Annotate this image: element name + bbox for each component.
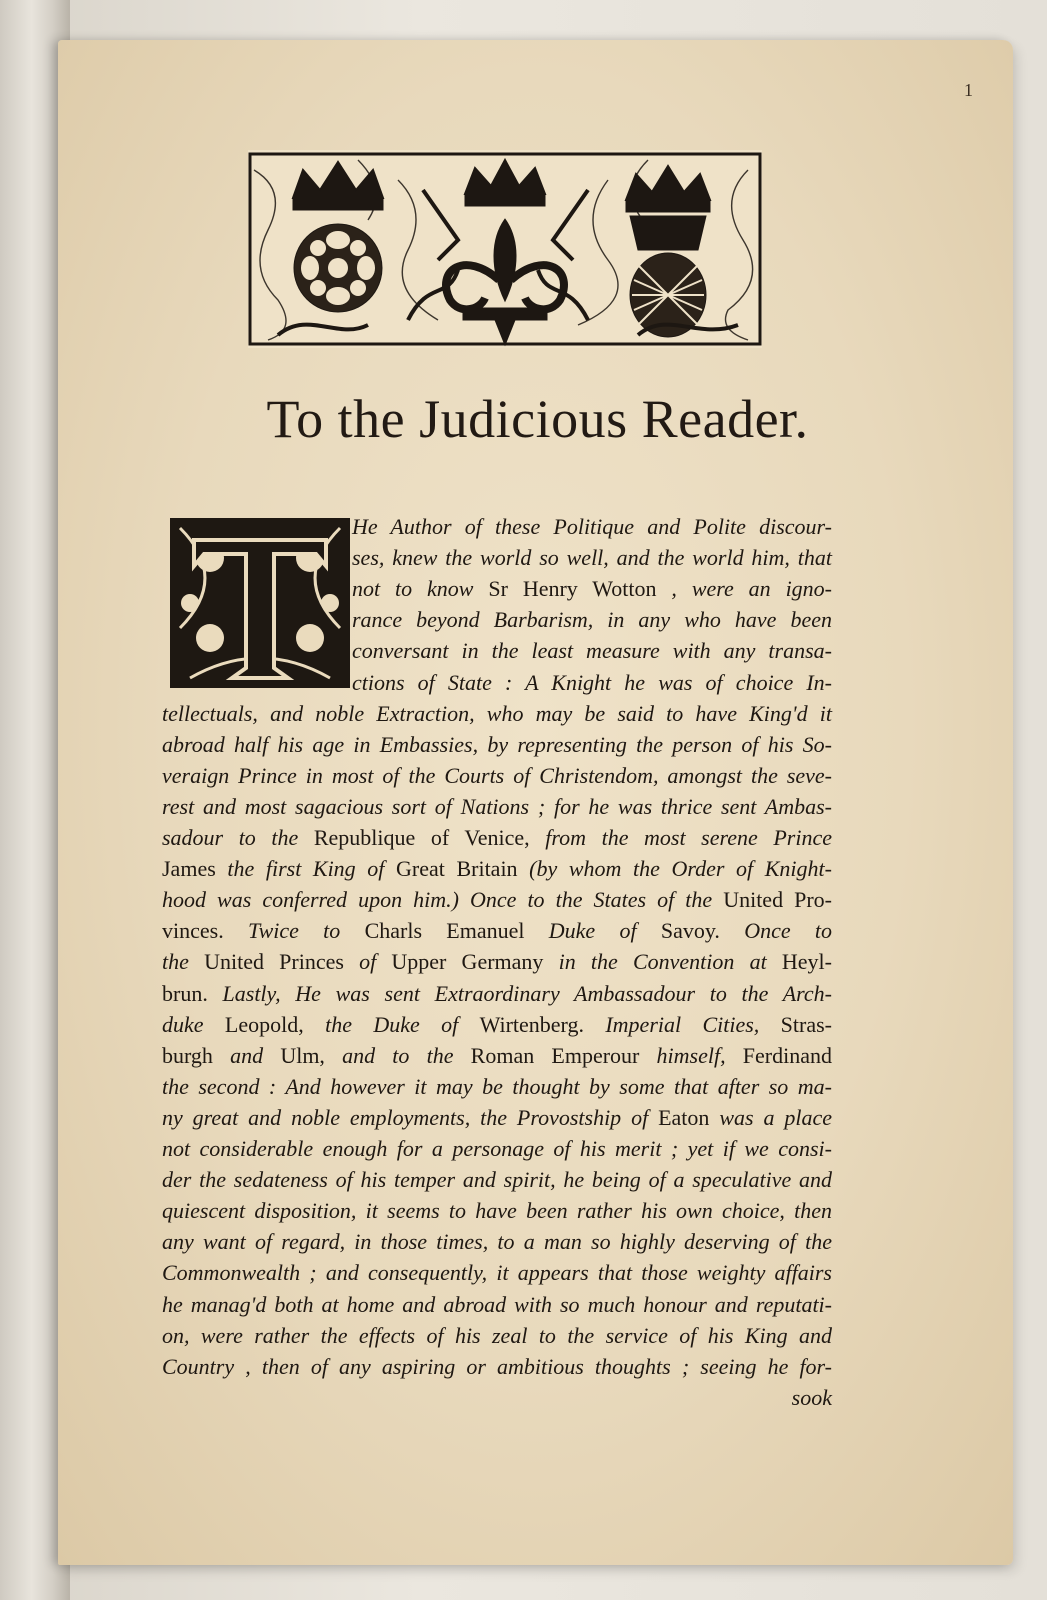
text-line <box>162 1134 832 1164</box>
text-run: Country , then of any aspiring or ambitious thoughts ; seeing he for- <box>162 1353 832 1379</box>
text-run: Charls Emanuel <box>364 918 525 944</box>
text-line <box>162 1383 832 1413</box>
text-run: brun. <box>162 980 208 1006</box>
text-run: rest and most sagacious sort of Nations ; for he was thrice sent Ambas- <box>162 793 832 819</box>
text-line <box>162 1352 832 1382</box>
text-run: not to know <box>352 576 489 602</box>
text-line <box>162 761 832 791</box>
text-run: Savoy. <box>660 918 720 944</box>
text-line <box>162 1290 832 1320</box>
text-run: the <box>162 949 205 975</box>
text-run: rance beyond Barbarism, in any who have been <box>352 607 832 633</box>
text-run: Great Britain <box>396 856 518 882</box>
text-line <box>162 854 832 884</box>
text-run: James <box>162 856 216 882</box>
text-run: on, were rather the effects of his zeal to the service of his King and <box>162 1322 832 1348</box>
text-run: was a place <box>709 1104 832 1130</box>
text-run: United Pro- <box>723 887 832 913</box>
text-run: and <box>212 1042 281 1068</box>
text-run: vinces. <box>162 918 224 944</box>
text-run: Eaton <box>658 1104 710 1130</box>
text-line <box>162 699 832 729</box>
text-line <box>162 792 832 822</box>
text-line <box>162 979 832 1009</box>
text-line <box>162 1196 832 1226</box>
text-run: Roman Emperour <box>470 1042 640 1068</box>
text-run: Twice to <box>223 918 365 944</box>
text-line <box>352 605 832 635</box>
text-run: himself, <box>639 1042 743 1068</box>
text-line <box>352 512 832 542</box>
text-run: ctions of State : A Knight he was of choice In- <box>352 669 832 695</box>
text-line <box>352 668 832 698</box>
text-line <box>162 1041 832 1071</box>
text-run: conversant in the least measure with any transa- <box>352 638 832 664</box>
text-run: Ulm, <box>280 1042 325 1068</box>
text-line <box>352 636 832 666</box>
woodcut-headpiece <box>248 150 762 348</box>
text-run: from the most serene Prince <box>529 825 832 850</box>
text-line <box>162 885 832 915</box>
text-run: Wirtenberg. <box>479 1011 584 1037</box>
text-line <box>162 1010 832 1040</box>
text-run: ses, knew the world so well, and the world him, that <box>352 545 832 571</box>
text-line <box>162 823 832 853</box>
text-run: tellectuals, and noble Extraction, who may be said to have King'd it <box>162 700 832 726</box>
text-run: veraign Prince in most of the Courts of Christendom, amongst the seve- <box>162 762 832 788</box>
text-run: ny great and noble employments, the Provostship of <box>162 1104 659 1130</box>
text-run: Stras- <box>780 1011 832 1037</box>
text-run: Imperial Cities, <box>583 1011 781 1037</box>
text-line <box>162 1165 832 1195</box>
text-run: (by whom the Order of Knight- <box>517 856 832 882</box>
text-run: abroad half his age in Embassies, by representing the person of his So- <box>162 731 832 757</box>
text-run: , were an igno- <box>656 576 833 602</box>
text-line <box>352 574 832 604</box>
text-run: He Author of these Politique and Polite discour- <box>352 514 832 539</box>
text-line <box>162 1103 832 1133</box>
text-run: quiescent disposition, it seems to have been rather his own choice, then <box>162 1198 832 1224</box>
text-run: Commonwealth ; and consequently, it appears that those weighty affairs <box>162 1260 832 1286</box>
decorated-initial <box>170 518 350 688</box>
text-line <box>162 947 832 977</box>
text-run: not considerable enough for a personage of his merit ; yet if we consi- <box>162 1136 832 1161</box>
text-run: United Princes <box>204 949 344 975</box>
page-number: 1 <box>964 80 973 100</box>
text-run: of <box>343 949 392 975</box>
text-run: Duke of <box>524 918 661 944</box>
text-run: Upper Germany <box>391 949 544 975</box>
text-line <box>162 1258 832 1288</box>
page-title: To the Judicious Reader. <box>266 389 809 449</box>
text-run: Sr Henry Wotton <box>488 576 657 602</box>
text-line <box>352 543 832 573</box>
text-run: duke <box>162 1011 225 1037</box>
text-run: sook <box>791 1384 832 1410</box>
text-run: der the sedateness of his temper and spirit, he being of a speculative and <box>162 1167 832 1193</box>
text-run: in the Convention at <box>543 949 782 975</box>
text-run: Heyl- <box>781 949 832 975</box>
text-run: the second : And however it may be thought by some that after so ma- <box>162 1073 832 1099</box>
text-line <box>162 730 832 760</box>
text-run: the first King of <box>215 856 396 882</box>
text-line <box>162 916 832 946</box>
text-line <box>162 1227 832 1257</box>
text-run: hood was conferred upon him.) Once to the States of the <box>162 887 724 913</box>
text-run: Ferdinand <box>742 1042 832 1068</box>
text-run: burgh <box>162 1042 213 1068</box>
text-run: Once to <box>719 918 833 944</box>
text-run: the Duke of <box>303 1011 480 1037</box>
text-run: Lastly, He was sent Extraordinary Ambassadour to the Arch- <box>207 980 832 1006</box>
text-run: sadour to the <box>162 825 314 850</box>
text-run: he manag'd both at home and abroad with so much honour and reputati- <box>162 1291 832 1317</box>
text-run: Republique of Venice, <box>313 825 530 850</box>
text-run: Leopold, <box>224 1011 304 1037</box>
text-line <box>162 1072 832 1102</box>
text-run: and to the <box>324 1042 471 1068</box>
text-run: any want of regard, in those times, to a man so highly deserving of the <box>162 1229 832 1255</box>
text-line <box>162 1321 832 1351</box>
